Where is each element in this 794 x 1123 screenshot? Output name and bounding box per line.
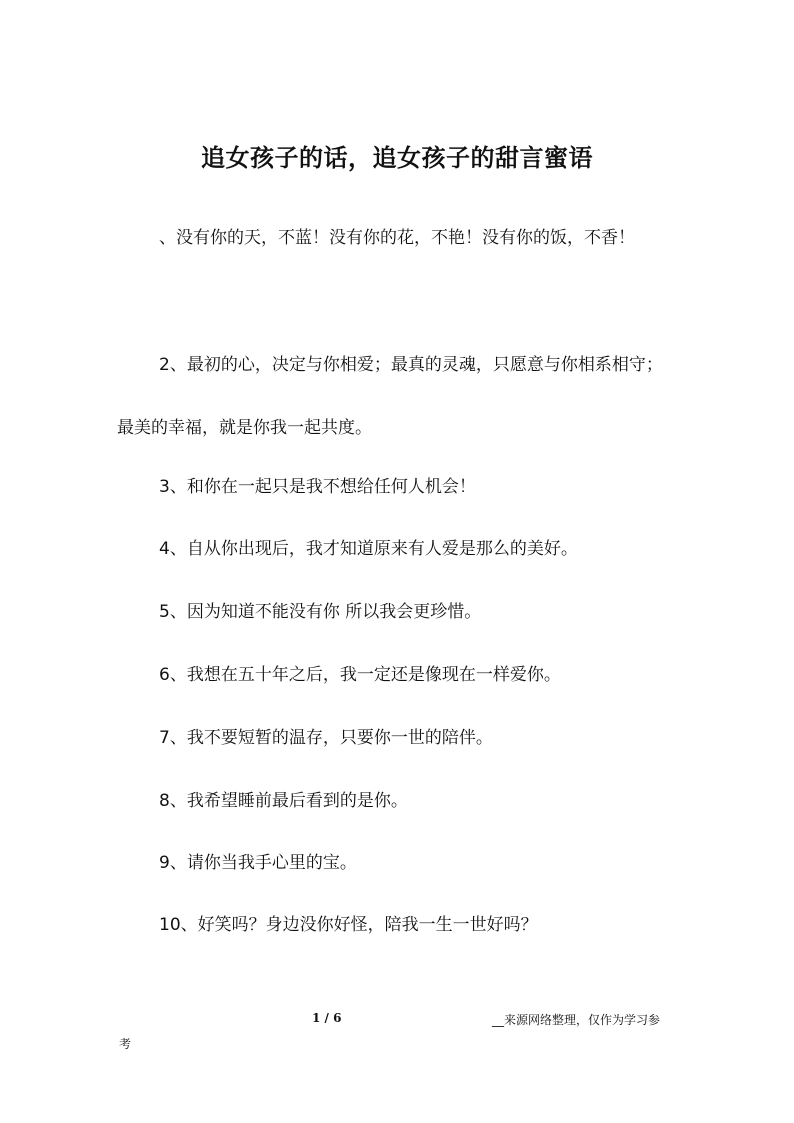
- document-title: 追女孩子的话，追女孩子的甜言蜜语: [201, 143, 593, 172]
- paragraph-2: 2、最初的心，决定与你相爱；最真的灵魂，只愿意与你相系相守；最美的幸福，就是你我一起共度。: [117, 355, 663, 438]
- paragraph-10: 10、好笑吗？身边没你好怪，陪我一生一世好吗？: [159, 915, 538, 935]
- paragraph-9: 9、请你当我手心里的宝。: [159, 853, 357, 873]
- paragraph-7: 7、我不要短暂的温存，只要你一世的陪伴。: [159, 728, 493, 748]
- paragraph-4: 4、自从你出现后，我才知道原来有人爱是那么的美好。: [159, 539, 578, 559]
- paragraph-5: 5、因为知道不能没有你 所以我会更珍惜。: [159, 602, 482, 622]
- source-note-continued: 考: [119, 1037, 132, 1051]
- paragraph-1: 、没有你的天，不蓝！没有你的花，不艳！没有你的饭，不香！: [159, 228, 635, 248]
- source-note: __来源网络整理，仅作为学习参: [492, 1013, 661, 1027]
- paragraph-6: 6、我想在五十年之后，我一定还是像现在一样爱你。: [159, 665, 561, 685]
- paragraph-8: 8、我希望睡前最后看到的是你。: [159, 791, 408, 811]
- paragraph-3: 3、和你在一起只是我不想给任何人机会！: [159, 477, 476, 497]
- page-number: 1 / 6: [312, 1011, 342, 1025]
